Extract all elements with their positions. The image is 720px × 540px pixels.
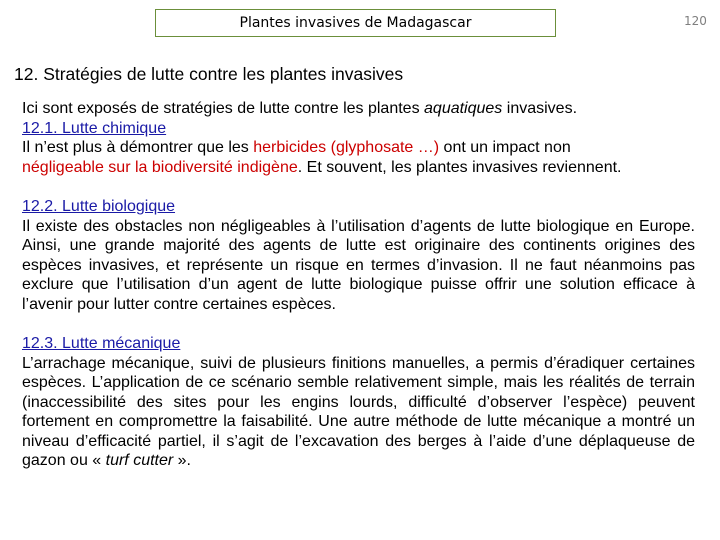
mecanique-emphasis: turf cutter — [105, 452, 174, 469]
page-number: 120 — [684, 14, 707, 28]
chimique-herbicides-highlight: herbicides (glyphosate …) — [253, 139, 440, 156]
document-body — [22, 99, 695, 471]
chimique-text-3: . Et souvent, les plantes invasives reviennent. — [297, 158, 622, 176]
header-title: Plantes invasives de Madagascar — [239, 15, 472, 31]
intro-paragraph — [22, 99, 695, 119]
chimique-line-1 — [22, 138, 695, 158]
intro-text-before: Ici sont exposés de stratégies de lutte contre les plantes — [22, 100, 425, 117]
chimique-heading[interactable]: 12.1. Lutte chimique — [22, 119, 167, 137]
biologique-paragraph: Il existe des obstacles non négligeables à l’utilisation d’agents de lutte biologique en Europe. Ainsi, une grande majorité des agents de lutte est originaire des continents origines des espèces invasives, et représente un risque en termes d’invasion. Il ne faut néanmoins pas exclure que l’utilisation d’un agent de lutte biologique puisse offrir une solution efficace à l’avenir pour lutter contre certaines espèces. — [22, 217, 695, 313]
mecanique-paragraph — [22, 354, 695, 471]
chimique-text-2: ont un impact non — [439, 139, 571, 156]
spacer — [22, 314, 695, 334]
section-title: 12. Stratégies de lutte contre les plantes invasives — [14, 64, 404, 84]
header-title-box — [155, 9, 556, 37]
mecanique-text-end: ». — [173, 452, 191, 469]
biologique-heading[interactable]: 12.2. Lutte biologique — [22, 198, 176, 215]
mecanique-heading[interactable]: 12.3. Lutte mécanique — [22, 335, 181, 352]
intro-emphasis: aquatiques — [424, 100, 503, 117]
spacer — [22, 177, 695, 197]
mecanique-text: L’arrachage mécanique, suivi de plusieurs finitions manuelles, a permis d’éradiquer certaines espèces. L’application de ce scénario semble relativement simple, mais les réalités de terrain (inaccessibilité des sites pour les engins lourds, difficulté d’observer l’espèce) peuvent fortement en compromettre la faisabilité. Une autre méthode de lutte mécanique a montré un niveau d’efficacité partiel, il s’agit de l’excavation des berges à l’aide d’une déplaqueuse de gazon ou « — [22, 354, 695, 469]
chimique-biodiversity-highlight: négligeable sur la biodiversité indigène — [22, 158, 298, 176]
chimique-line-2 — [22, 158, 695, 178]
intro-text-after: invasives. — [502, 100, 578, 117]
chimique-text-1: Il n’est plus à démontrer que les — [22, 139, 254, 156]
